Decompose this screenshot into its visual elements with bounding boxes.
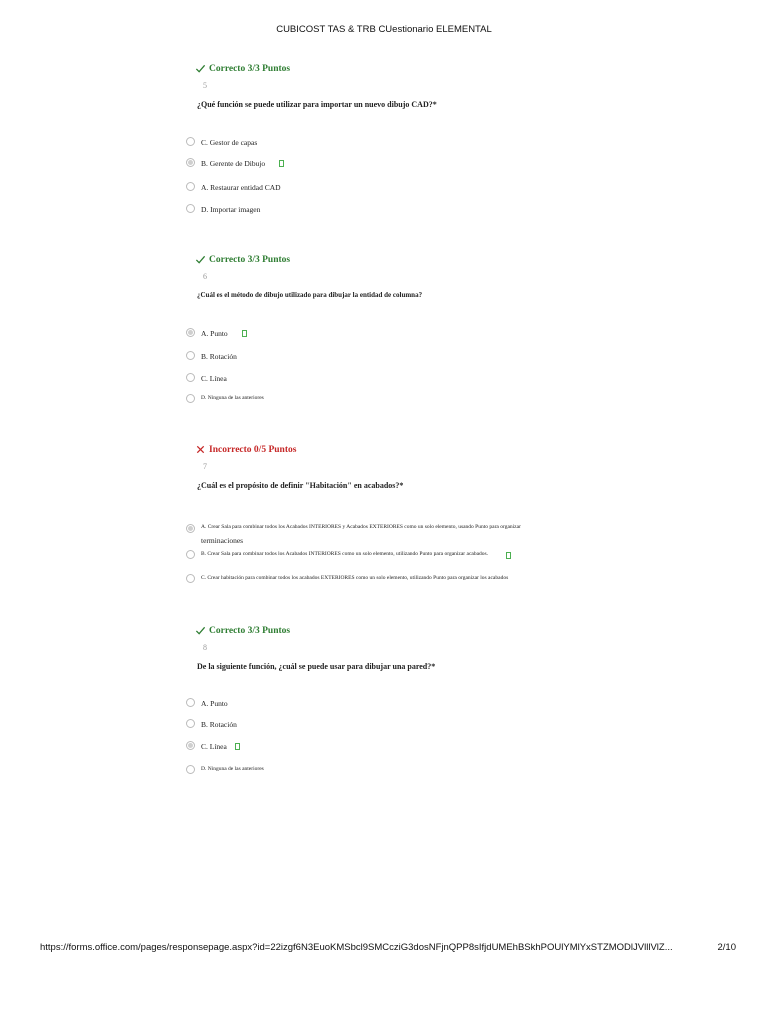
radio-button-selected[interactable] <box>186 158 195 167</box>
option-label: C. Línea <box>201 374 227 383</box>
check-icon <box>195 625 206 636</box>
option-label: D. Importar imagen <box>201 205 261 214</box>
correct-answer-icon <box>279 160 284 167</box>
option-c[interactable] <box>186 374 227 383</box>
option-d[interactable] <box>186 395 264 403</box>
option-b[interactable] <box>186 352 237 361</box>
correct-answer-icon <box>242 330 247 337</box>
question-status <box>195 254 290 265</box>
question-number: 8 <box>203 643 207 652</box>
option-label: B. Gerente de Dibujo <box>201 159 266 168</box>
footer-url: https://forms.office.com/pages/responsepage.aspx?id=22izgf6N3EuoKMSbcl9SMCcziG3dosNFjnQPP8sIfjdUMEhBSkhPOUlYMlYxSTZMODlJVlllVlZ... <box>40 942 673 953</box>
status-text: Correcto 3/3 Puntos <box>209 625 291 636</box>
option-d[interactable] <box>186 766 264 774</box>
page-number: 2/10 <box>717 942 736 953</box>
option-label: B. Rotación <box>201 352 237 361</box>
radio-button-selected[interactable] <box>186 328 195 337</box>
option-c[interactable] <box>186 742 240 751</box>
option-label: A. Restaurar entidad CAD <box>201 183 281 192</box>
option-label: C. Gestor de capas <box>201 138 258 147</box>
check-icon <box>195 254 206 265</box>
radio-button[interactable] <box>186 394 195 403</box>
option-c[interactable] <box>186 138 257 147</box>
option-label: B. Crear Sala para combinar todos los Acabados INTERIORES como un solo elemento, utilizando Punto para organizar acabados. <box>201 551 489 557</box>
option-label: C. Crear habitación para combinar todos los acabados EXTERIORES como un solo elemento, utilizando Punto para organizar los acabados <box>201 575 509 581</box>
correct-answer-icon <box>235 743 240 750</box>
status-text: Correcto 3/3 Puntos <box>209 254 291 265</box>
radio-button[interactable] <box>186 698 195 707</box>
radio-button-selected[interactable] <box>186 524 195 533</box>
option-a[interactable] <box>186 521 591 547</box>
question-status <box>195 444 296 455</box>
question-text: ¿Qué función se puede utilizar para importar un nuevo dibujo CAD?* <box>197 100 437 109</box>
page-header-title: CUBICOST TAS & TRB CUestionario ELEMENTAL <box>276 24 492 35</box>
option-label: C. Línea <box>201 742 227 751</box>
radio-button[interactable] <box>186 351 195 360</box>
option-label-line2: terminaciones <box>201 536 244 545</box>
option-label: A. Punto <box>201 329 228 338</box>
question-number: 6 <box>203 272 207 281</box>
radio-button[interactable] <box>186 719 195 728</box>
x-icon <box>195 444 206 455</box>
option-d[interactable] <box>186 205 260 214</box>
radio-button[interactable] <box>186 204 195 213</box>
option-b[interactable] <box>186 159 284 168</box>
radio-button[interactable] <box>186 550 195 559</box>
radio-button[interactable] <box>186 574 195 583</box>
status-text: Correcto 3/3 Puntos <box>209 63 291 74</box>
option-label-line1: A. Crear Sala para combinar todos los Acabados INTERIORES y Acabados EXTERIORES como un solo elemento, usando Punto para organizar <box>201 524 521 530</box>
option-c[interactable] <box>186 575 508 583</box>
option-label: A. Punto <box>201 699 228 708</box>
question-number: 5 <box>203 81 207 90</box>
question-status <box>195 63 290 74</box>
correct-answer-icon <box>506 552 511 559</box>
option-b[interactable] <box>186 720 237 729</box>
radio-button[interactable] <box>186 373 195 382</box>
option-a[interactable] <box>186 183 281 192</box>
option-label: D. Ninguna de las anteriores <box>201 766 264 772</box>
option-label <box>201 521 591 547</box>
question-status <box>195 625 290 636</box>
option-b[interactable] <box>186 551 511 559</box>
radio-button[interactable] <box>186 182 195 191</box>
option-label: D. Ninguna de las anteriores <box>201 395 264 401</box>
option-label: B. Rotación <box>201 720 237 729</box>
question-text: ¿Cuál es el propósito de definir "Habitación" en acabados?* <box>197 481 404 490</box>
option-a[interactable] <box>186 699 228 708</box>
question-number: 7 <box>203 462 207 471</box>
radio-button-selected[interactable] <box>186 741 195 750</box>
question-text: De la siguiente función, ¿cuál se puede usar para dibujar una pared?* <box>197 662 436 671</box>
radio-button[interactable] <box>186 137 195 146</box>
question-text: ¿Cuál es el método de dibujo utilizado para dibujar la entidad de columna? <box>197 291 423 299</box>
check-icon <box>195 63 206 74</box>
radio-button[interactable] <box>186 765 195 774</box>
option-a[interactable] <box>186 329 247 338</box>
status-text: Incorrecto 0/5 Puntos <box>209 444 297 455</box>
